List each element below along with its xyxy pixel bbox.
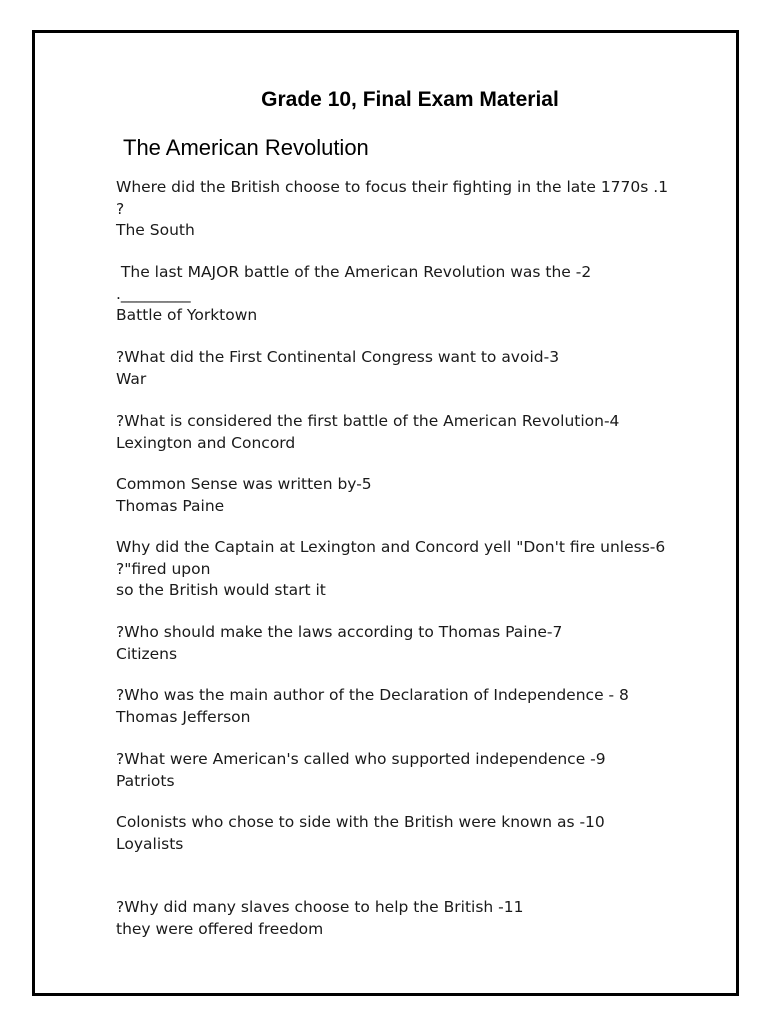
question-text: ._________ xyxy=(116,284,191,303)
question-item-8 xyxy=(116,685,716,728)
question-text: ?What is considered the first battle of the American Revolution-4 xyxy=(116,412,620,430)
question-text: ? xyxy=(116,199,125,218)
question-item-3 xyxy=(116,347,716,390)
question-item-5 xyxy=(116,474,716,517)
document-title: Grade 10, Final Exam Material xyxy=(261,88,559,111)
answer-text: they were offered freedom xyxy=(116,919,324,938)
question-item-7 xyxy=(116,622,716,665)
answer-text: Thomas Paine xyxy=(116,496,225,515)
question-text: ?"fired upon xyxy=(116,559,211,578)
answer-text: Lexington and Concord xyxy=(116,433,296,452)
answer-text: Patriots xyxy=(116,771,175,790)
answer-text: War xyxy=(116,369,147,388)
question-text: ?Why did many slaves choose to help the British -11 xyxy=(116,898,524,916)
answer-text: The South xyxy=(116,221,195,239)
question-text: Colonists who chose to side with the British were known as -10 xyxy=(116,813,605,831)
question-item-11 xyxy=(116,897,716,940)
question-item-10 xyxy=(116,812,716,855)
question-text: Common Sense was written by-5 xyxy=(116,475,372,493)
question-item-9 xyxy=(116,749,716,792)
question-item-6 xyxy=(116,537,716,602)
question-text: Where did the British choose to focus their fighting in the late 1770s .1 xyxy=(116,178,669,196)
question-text: ?What did the First Continental Congress want to avoid-3 xyxy=(116,348,560,366)
question-text: The last MAJOR battle of the American Revolution was the -2 xyxy=(116,263,592,281)
answer-text: Loyalists xyxy=(116,834,184,853)
question-item-2 xyxy=(116,262,716,327)
question-text: ?Who was the main author of the Declaration of Independence - 8 xyxy=(116,686,629,704)
question-text: Why did the Captain at Lexington and Concord yell "Don't fire unless-6 xyxy=(116,538,666,556)
answer-text: Battle of Yorktown xyxy=(116,306,258,324)
question-item-1 xyxy=(116,177,716,242)
answer-text: so the British would start it xyxy=(116,581,326,599)
question-text: ?Who should make the laws according to Thomas Paine-7 xyxy=(116,623,563,641)
document-subtitle: The American Revolution xyxy=(123,135,369,160)
answer-text: Citizens xyxy=(116,644,178,663)
question-item-4 xyxy=(116,411,716,454)
question-text: ?What were American's called who supported independence -9 xyxy=(116,750,606,768)
answer-text: Thomas Jefferson xyxy=(116,707,251,726)
